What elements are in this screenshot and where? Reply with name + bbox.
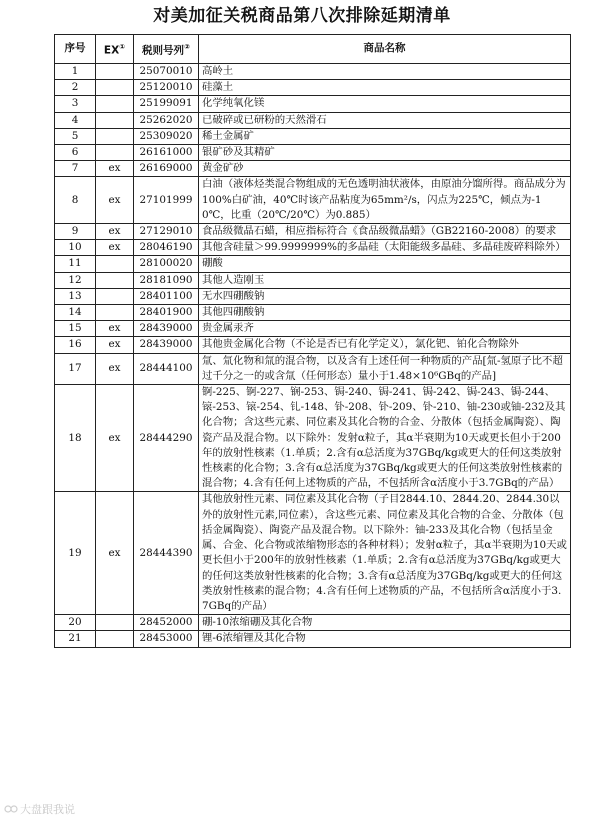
row-ex	[96, 96, 134, 112]
watermark-text: 大盘跟我说	[20, 803, 75, 816]
row-name: 其他放射性元素、同位素及其化合物（子目2844.10、2844.20、2844.30以外的放射性元素,同位素），含这些元素、同位素及其化合物的合金、分散体（包括金属陶瓷）、陶瓷产品及混合物。以下除外：铀-233及其化合物（包括呈金属、合金、化合物或浓缩物形态的各种材料）；发射α粒子，其α半衰期为10天或更长但小于200年的放射性核素（1.单质；2.含有α总活度为37GBq/kg或更大的任何这类放射性核素的化合物；3.含有α总活度为37GBq/kg或更大的任何这类放射性核素的混合物；4.含有任何上述物质的产品，不包括所含α活度小于3.7GBq的产品）	[199, 492, 571, 615]
row-name: 锂-6浓缩锂及其化合物	[199, 631, 571, 647]
header-ex-label: EX	[103, 44, 120, 57]
row-ex	[96, 80, 134, 96]
row-name: 其他含硅量＞99.9999999%的多晶硅（太阳能级多晶硅、多晶硅废碎料除外）	[199, 240, 571, 256]
row-name: 稀土金属矿	[199, 128, 571, 144]
row-name: 食品级微晶石蜡，相应指标符合《食品级微晶蜡》（GB22160-2008）的要求	[199, 224, 571, 240]
row-ex	[96, 64, 134, 80]
row-seq: 14	[55, 305, 96, 321]
row-name: 硅藻土	[199, 80, 571, 96]
row-seq: 21	[55, 631, 96, 647]
table-row	[55, 353, 571, 384]
header-code	[134, 35, 199, 64]
row-name: 化学纯氧化镁	[199, 96, 571, 112]
table-row	[55, 64, 571, 80]
row-seq: 8	[55, 177, 96, 224]
header-seq: 序号	[55, 35, 96, 64]
row-name: 硼-10浓缩硼及其化合物	[199, 615, 571, 631]
table-row	[55, 112, 571, 128]
header-ex	[96, 35, 134, 64]
table-row	[55, 321, 571, 337]
header-code-label: 税则号列	[142, 44, 185, 57]
table-row	[55, 177, 571, 224]
row-code: 28100020	[134, 256, 199, 272]
table-row	[55, 256, 571, 272]
table-row	[55, 145, 571, 161]
row-code: 28046190	[134, 240, 199, 256]
row-seq: 16	[55, 337, 96, 353]
row-name: 高岭土	[199, 64, 571, 80]
row-code: 25120010	[134, 80, 199, 96]
row-seq: 1	[55, 64, 96, 80]
row-code: 28439000	[134, 337, 199, 353]
table-row	[55, 128, 571, 144]
row-code: 28401100	[134, 288, 199, 304]
row-ex: ex	[96, 224, 134, 240]
row-name: 白油（液体烃类混合物组成的无色透明油状液体，由原油分馏所得。商品成分为100%白矿油，40℃时该产品粘度为65mm²/s，闪点为225℃，倾点为-10℃，比重（20℃/20℃）为0.885）	[199, 177, 571, 224]
row-ex	[96, 272, 134, 288]
page-title: 对美加征关税商品第八次排除延期清单	[153, 6, 451, 26]
table-row	[55, 288, 571, 304]
row-seq: 19	[55, 492, 96, 615]
table-row	[55, 385, 571, 492]
row-name: 黄金矿砂	[199, 161, 571, 177]
row-seq: 13	[55, 288, 96, 304]
row-ex: ex	[96, 161, 134, 177]
row-name: 氚、氚化物和氚的混合物，以及含有上述任何一种物质的产品[氚-氢原子比不超过千分之一的或含氚（任何形态）量小于1.48×10⁶GBq的产品]	[199, 353, 571, 384]
row-ex: ex	[96, 492, 134, 615]
row-seq: 10	[55, 240, 96, 256]
row-name: 锕-225、锕-227、锎-253、锔-240、锔-241、锔-242、锔-243、锔-244、锿-253、锿-254、钆-148、钋-208、钋-209、钋-210、铀-230或铀-232及其化合物；含这些元素、同位素及其化合物的合金、分散体（包括金属陶瓷）、陶瓷产品及混合物。以下除外：发射α粒子，其α半衰期为10天或更长但小于200年的放射性核素（1.单质；2.含有α总活度为37GBq/kg或更大的任何这类放射性核素的化合物；3.含有α总活度为37GBq/kg或更大的任何这类放射性核素的混合物；4.含有任何上述物质的产品，不包括所含α活度小于3.7GBq的产品）	[199, 385, 571, 492]
header-ex-footnote: ①	[119, 42, 126, 51]
row-name: 已破碎或已研粉的天然滑石	[199, 112, 571, 128]
row-code: 28453000	[134, 631, 199, 647]
table-row	[55, 492, 571, 615]
row-seq: 7	[55, 161, 96, 177]
row-seq: 5	[55, 128, 96, 144]
row-name: 贵金属汞齐	[199, 321, 571, 337]
row-ex: ex	[96, 321, 134, 337]
header-code-footnote: ②	[184, 42, 190, 51]
row-code: 28444390	[134, 492, 199, 615]
table-header-row	[55, 35, 571, 64]
row-name: 其他人造刚玉	[199, 272, 571, 288]
row-code: 27101999	[134, 177, 199, 224]
row-ex	[96, 615, 134, 631]
table-body	[55, 64, 571, 648]
row-code: 28181090	[134, 272, 199, 288]
header-name: 商品名称	[199, 35, 571, 64]
row-name: 无水四硼酸钠	[199, 288, 571, 304]
row-seq: 6	[55, 145, 96, 161]
table-row	[55, 615, 571, 631]
row-seq: 11	[55, 256, 96, 272]
row-name: 银矿砂及其精矿	[199, 145, 571, 161]
row-ex: ex	[96, 177, 134, 224]
row-seq: 18	[55, 385, 96, 492]
row-seq: 2	[55, 80, 96, 96]
table-row	[55, 224, 571, 240]
row-ex	[96, 112, 134, 128]
row-code: 25262020	[134, 112, 199, 128]
row-code: 26169000	[134, 161, 199, 177]
row-code: 28444100	[134, 353, 199, 384]
row-ex: ex	[96, 385, 134, 492]
row-ex: ex	[96, 337, 134, 353]
row-ex	[96, 128, 134, 144]
table-row	[55, 631, 571, 647]
row-seq: 12	[55, 272, 96, 288]
row-code: 28401900	[134, 305, 199, 321]
row-code: 25199091	[134, 96, 199, 112]
row-seq: 9	[55, 224, 96, 240]
row-seq: 15	[55, 321, 96, 337]
table-row	[55, 272, 571, 288]
table-row	[55, 240, 571, 256]
row-ex: ex	[96, 353, 134, 384]
exclusion-list-table	[54, 34, 571, 648]
table-row	[55, 80, 571, 96]
table-row	[55, 96, 571, 112]
row-ex	[96, 288, 134, 304]
row-seq: 17	[55, 353, 96, 384]
row-seq: 20	[55, 615, 96, 631]
row-ex	[96, 256, 134, 272]
row-code: 28444290	[134, 385, 199, 492]
row-code: 25309020	[134, 128, 199, 144]
watermark	[4, 801, 75, 817]
row-ex	[96, 145, 134, 161]
row-ex: ex	[96, 240, 134, 256]
watermark-logo-icon	[4, 803, 18, 815]
row-code: 25070010	[134, 64, 199, 80]
row-code: 28452000	[134, 615, 199, 631]
row-name: 硼酸	[199, 256, 571, 272]
row-code: 26161000	[134, 145, 199, 161]
table-row	[55, 161, 571, 177]
row-code: 27129010	[134, 224, 199, 240]
row-ex	[96, 631, 134, 647]
row-name: 其他四硼酸钠	[199, 305, 571, 321]
row-seq: 4	[55, 112, 96, 128]
table-row	[55, 337, 571, 353]
row-name: 其他贵金属化合物（不论是否已有化学定义），氯化钯、铂化合物除外	[199, 337, 571, 353]
table-row	[55, 305, 571, 321]
row-seq: 3	[55, 96, 96, 112]
row-ex	[96, 305, 134, 321]
row-code: 28439000	[134, 321, 199, 337]
